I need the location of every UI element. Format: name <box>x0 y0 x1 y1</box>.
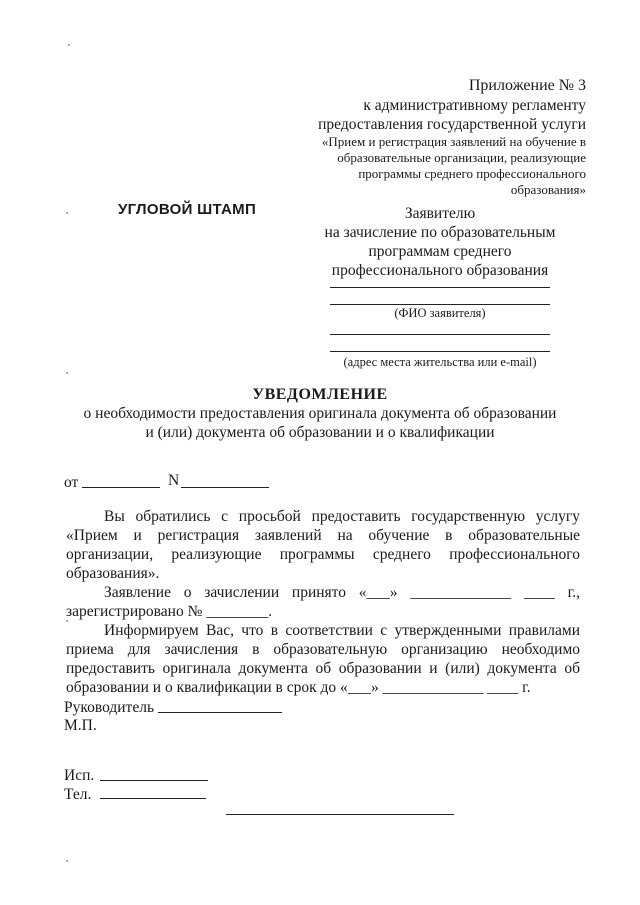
footer-rule <box>226 814 454 815</box>
subtitle-line-2: и (или) документа об образовании и о квалификации <box>145 424 495 441</box>
applicant-line-3: программам среднего <box>368 243 512 260</box>
date-line <box>82 487 160 488</box>
annex-line-4: «Прием и регистрация заявлений на обучение в <box>321 134 586 149</box>
subtitle-line-1: о необходимости предоставления оригинала документа об образовании <box>83 405 557 422</box>
number-label: N <box>168 472 180 489</box>
applicant-line-2: на зачисление по образовательным <box>324 224 556 241</box>
scan-speck <box>66 372 68 374</box>
scan-speck <box>66 620 68 622</box>
fio-caption: (ФИО заявителя) <box>394 306 486 320</box>
fio-line-2 <box>330 304 550 305</box>
annex-header <box>318 76 586 198</box>
scan-speck <box>68 44 70 46</box>
body-paragraph-2b: зарегистрировано № ________. <box>66 603 273 620</box>
from-label: от <box>64 474 79 491</box>
annex-line-6: программы среднего профессионального <box>358 166 586 181</box>
annex-line-3: предоставления государственной услуги <box>318 116 586 133</box>
executor-label: Исп. <box>64 767 95 784</box>
document-subtitle <box>0 404 640 442</box>
annex-line-5: образовательные организации, реализующие <box>337 150 586 165</box>
phone-line <box>100 798 206 799</box>
executor-line <box>100 780 208 781</box>
applicant-line-1: Заявителю <box>404 205 476 222</box>
annex-line-7: образования» <box>510 182 586 197</box>
body-paragraph-1: Вы обратились с просьбой предоставить государственную услугу «Прием и регистрация заявлений на обучение в образовательные организации, реализующие программы среднего профессионального образования». <box>66 508 580 582</box>
phone-label: Тел. <box>64 786 92 803</box>
corner-stamp-label: УГЛОВОЙ ШТАМП <box>118 201 257 218</box>
address-line-1 <box>330 334 550 335</box>
head-label: Руководитель <box>64 699 155 716</box>
applicant-block <box>322 204 558 280</box>
notice-body <box>66 507 580 697</box>
body-paragraph-3: Информируем Вас, что в соответствии с утвержденными правилами приема для зачисления в образовательную организацию необходимо предоставить оригинала документа об образовании и (или) документа об образовании и о квалификации в срок до «___» _____________ ____ г. <box>66 622 580 696</box>
annex-line-2: к административному регламенту <box>363 97 586 114</box>
scan-speck <box>66 860 68 862</box>
address-caption: (адрес места жительства или e-mail) <box>343 355 537 369</box>
document-title: УВЕДОМЛЕНИЕ <box>252 386 388 403</box>
annex-number: Приложение № 3 <box>468 77 586 94</box>
seal-label: М.П. <box>64 717 97 734</box>
head-signature-line <box>158 712 282 713</box>
fio-line-1 <box>330 287 550 288</box>
applicant-line-4: профессионального образования <box>331 262 549 279</box>
scan-speck <box>66 212 68 214</box>
address-line-2 <box>330 351 550 352</box>
number-line <box>181 487 269 488</box>
body-paragraph-2a: Заявление о зачислении принято «___» _____________ ____ г., <box>104 584 580 601</box>
